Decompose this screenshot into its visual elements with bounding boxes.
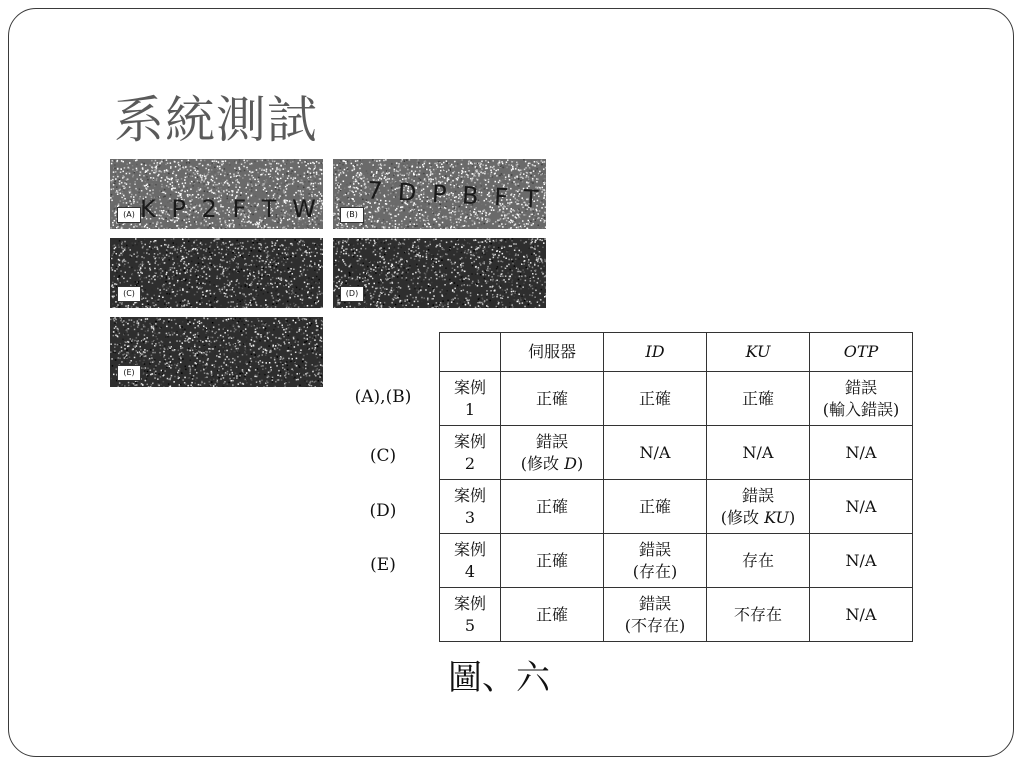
table-row xyxy=(440,372,913,426)
figure-caption: 圖、六 xyxy=(448,658,550,698)
table-header-row xyxy=(440,333,913,372)
server-cell: 正確 xyxy=(501,480,604,534)
table-row xyxy=(440,588,913,642)
table-header-cell: ID xyxy=(604,333,707,372)
panel-label-b: (B) xyxy=(340,207,364,223)
table-header-cell: 伺服器 xyxy=(501,333,604,372)
table-header-cell xyxy=(440,333,501,372)
otp-cell: N/A xyxy=(810,480,913,534)
id-cell: 正確 xyxy=(604,372,707,426)
ku-cell: 正確 xyxy=(707,372,810,426)
captcha-image-d xyxy=(333,238,546,308)
captcha-text-b: 7 D P B F T xyxy=(366,176,543,214)
table-row xyxy=(440,534,913,588)
noise-texture xyxy=(110,238,323,308)
captcha-image-c xyxy=(110,238,323,308)
id-cell: 錯誤 (不存在) xyxy=(604,588,707,642)
captcha-image-a xyxy=(110,159,323,229)
case-cell: 案例 2 xyxy=(440,426,501,480)
panel-label-e: (E) xyxy=(117,365,141,381)
id-cell: 錯誤 (存在) xyxy=(604,534,707,588)
results-table xyxy=(439,332,913,642)
server-cell: 正確 xyxy=(501,588,604,642)
row-label-c: (C) xyxy=(369,446,397,466)
panel-label-d: (D) xyxy=(340,286,364,302)
id-cell: 正確 xyxy=(604,480,707,534)
noise-texture xyxy=(333,238,546,308)
row-label-d: (D) xyxy=(369,501,397,521)
captcha-text-a: K P 2 F T W xyxy=(140,195,320,223)
otp-cell: N/A xyxy=(810,426,913,480)
server-cell: 正確 xyxy=(501,534,604,588)
ku-cell: 錯誤 (修改 KU) xyxy=(707,480,810,534)
table-row xyxy=(440,480,913,534)
row-label-ab: (A),(B) xyxy=(354,387,412,407)
panel-label-c: (C) xyxy=(117,286,141,302)
ku-cell: 不存在 xyxy=(707,588,810,642)
otp-cell: N/A xyxy=(810,588,913,642)
table-header-cell: KU xyxy=(707,333,810,372)
ku-cell: 存在 xyxy=(707,534,810,588)
table-row xyxy=(440,426,913,480)
slide-title: 系統測試 xyxy=(114,91,318,149)
captcha-image-b xyxy=(333,159,546,229)
noise-texture xyxy=(110,317,323,387)
server-cell: 正確 xyxy=(501,372,604,426)
id-cell: N/A xyxy=(604,426,707,480)
captcha-image-e xyxy=(110,317,323,387)
ku-cell: N/A xyxy=(707,426,810,480)
case-cell: 案例 4 xyxy=(440,534,501,588)
server-cell: 錯誤 (修改 D) xyxy=(501,426,604,480)
case-cell: 案例 1 xyxy=(440,372,501,426)
table-header-cell: OTP xyxy=(810,333,913,372)
case-cell: 案例 5 xyxy=(440,588,501,642)
case-cell: 案例 3 xyxy=(440,480,501,534)
row-label-e: (E) xyxy=(370,555,396,575)
otp-cell: 錯誤 (輸入錯誤) xyxy=(810,372,913,426)
otp-cell: N/A xyxy=(810,534,913,588)
panel-label-a: (A) xyxy=(117,207,141,223)
